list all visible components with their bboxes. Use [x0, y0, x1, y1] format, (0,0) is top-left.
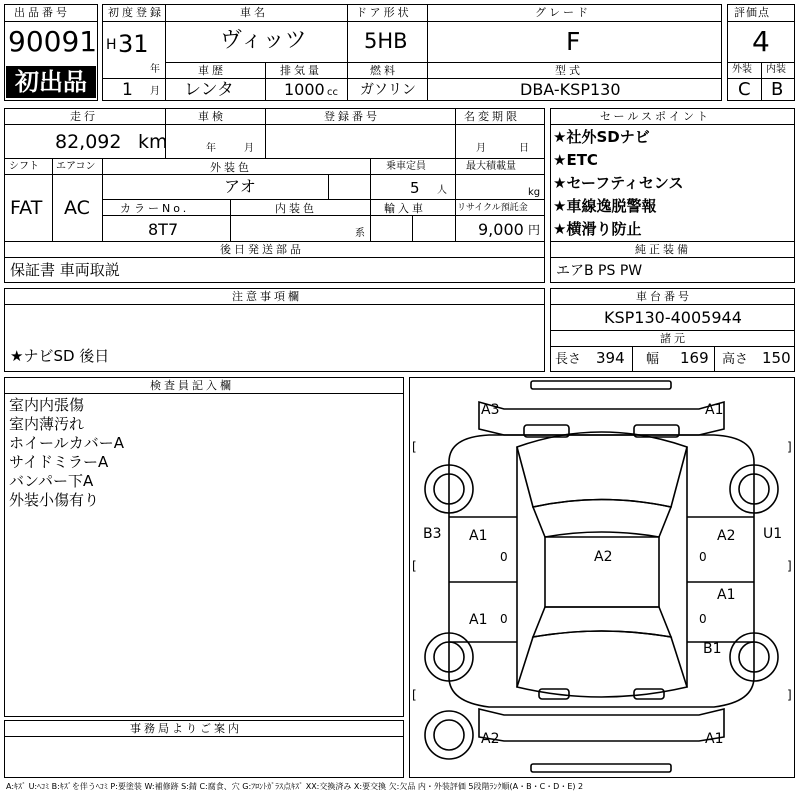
svg-text:]: ]: [787, 440, 792, 454]
mileage-unit: km: [138, 131, 168, 153]
inspector-line: ホイールカバーA: [9, 434, 124, 452]
svg-text:]: ]: [787, 688, 792, 702]
spare-wheel: [425, 711, 473, 759]
capacity-label: 乗車定員: [386, 161, 426, 172]
spec-label: 諸元: [660, 332, 688, 345]
int-color-unit: 系: [355, 228, 365, 239]
inspector-label: 検査員記入欄: [150, 379, 234, 392]
month-unit: 月: [150, 86, 160, 97]
inspector-line: 室内薄汚れ: [9, 415, 85, 433]
inspector-line: サイドミラーA: [9, 453, 109, 471]
inspector-line: 外装小傷有り: [9, 491, 100, 509]
year-unit: 年: [150, 64, 160, 75]
capacity: 5: [410, 179, 420, 197]
sales-point-item: ★社外SDナビ: [553, 128, 650, 146]
color-no: 8T7: [148, 220, 179, 239]
load-label: 最大積載量: [466, 161, 516, 172]
equipment-label: 純正装備: [635, 243, 691, 256]
car-diagram: [409, 377, 795, 778]
rear-bar: [531, 764, 671, 772]
first-reg-label: 初度登録: [108, 6, 164, 19]
sales-point-item: ★車線逸脱警報: [553, 197, 657, 215]
lot-number: 90091: [8, 25, 98, 58]
shift-label: シフト: [9, 161, 39, 172]
damage-mark: A1: [717, 587, 736, 603]
svg-text:[: [: [412, 440, 417, 454]
notes-text: ★ナビSD 後日: [10, 347, 110, 365]
lot-label: 出品番号: [14, 6, 70, 19]
color-no-label: カラーNo.: [120, 202, 190, 215]
recycle-label: リサイクル預託金: [457, 203, 528, 213]
ac: AC: [64, 197, 90, 219]
damage-mark: A1: [469, 528, 488, 544]
svg-text:[: [: [412, 688, 417, 702]
exterior-rank: C: [738, 79, 751, 100]
mileage: 82,092: [55, 131, 122, 153]
door-type: 5HB: [364, 29, 408, 53]
first-listing-badge: 初出品: [6, 66, 96, 98]
grade: F: [566, 27, 581, 56]
fuel: ガソリン: [360, 82, 416, 98]
inspector-line: バンパー下A: [9, 472, 94, 490]
damage-mark: B3: [423, 526, 442, 542]
door-label: ドア形状: [356, 6, 412, 19]
height: 150: [762, 349, 791, 367]
body-outline: [449, 435, 754, 707]
later-parts-label: 後日発送部品: [220, 243, 304, 256]
interior-label: 内装: [766, 64, 786, 75]
grade-label: グレード: [535, 6, 591, 19]
svg-text:[: [: [412, 559, 417, 573]
notes-label: 注意事項欄: [232, 290, 302, 303]
inspector-notes: [9, 396, 124, 510]
damage-mark: A1: [469, 612, 488, 628]
displacement-unit: cc: [327, 87, 338, 98]
sales-point-item: ★横滑り防止: [553, 220, 642, 238]
car-name: ヴィッツ: [220, 28, 307, 53]
rear-window: [533, 607, 671, 637]
damage-mark: A2: [481, 731, 500, 747]
chassis-number: KSP130-4005944: [604, 308, 742, 327]
legend: A:ｷｽﾞ U:ﾍｺﾐ B:ｷｽﾞを伴うﾍｺﾐ P:要塗装 W:補修跡 S:錆 C:腐食、穴 G:ﾌﾛﾝﾄｶﾞﾗｽ点ｷｽﾞ XX:交換済み X:要交換 欠:欠品 内・外装評価 5段階ﾗﾝｸ順(A・B・C・D・E) 2: [6, 782, 584, 791]
year-number: 31: [118, 30, 149, 58]
rear-bumper: [479, 709, 724, 741]
front-bumper: [479, 402, 724, 435]
roof-bar: [531, 381, 671, 389]
month-number: 1: [122, 80, 133, 100]
later-parts: 保証書 車両取説: [10, 261, 120, 279]
svg-text:]: ]: [787, 559, 792, 573]
score-label: 評価点: [734, 6, 770, 19]
ac-label: エアコン: [56, 161, 96, 172]
damage-mark: A1: [705, 731, 724, 747]
model-label: 型式: [555, 64, 583, 77]
displacement-label: 排気量: [280, 64, 322, 77]
damage-mark: A3: [481, 402, 500, 418]
exterior-label: 外装: [732, 64, 752, 75]
height-label: 高さ: [722, 352, 749, 367]
damage-mark: B1: [703, 641, 722, 657]
length: 394: [596, 349, 625, 367]
sales-point-item: ★ETC: [553, 151, 598, 169]
fuel-label: 燃料: [370, 64, 398, 77]
svg-text:0: 0: [500, 550, 508, 564]
history: レンタ: [184, 80, 234, 100]
load-unit: kg: [528, 187, 541, 198]
displacement: 1000: [284, 80, 325, 99]
svg-text:0: 0: [500, 612, 508, 626]
sales-point-item: ★セーフティセンス: [553, 174, 684, 192]
equipment: エアB PS PW: [556, 263, 643, 279]
inspection-month-unit: 月: [244, 143, 254, 154]
transfer-label: 名変期限: [464, 110, 520, 123]
roof: [545, 537, 659, 607]
history-label: 車歴: [198, 64, 226, 77]
trunk: [517, 631, 687, 697]
inspection-year-unit: 年: [206, 143, 216, 154]
damage-mark: A2: [717, 528, 736, 544]
damage-mark: U1: [763, 526, 783, 542]
damage-mark: A1: [705, 402, 724, 418]
mileage-label: 走行: [70, 110, 98, 123]
svg-text:0: 0: [699, 550, 707, 564]
capacity-unit: 人: [437, 185, 447, 196]
transfer-day-unit: 日: [519, 143, 529, 154]
model: DBA-KSP130: [520, 80, 621, 99]
int-color-label: 内装色: [275, 202, 317, 215]
inspection-label: 車検: [198, 110, 226, 123]
shift: FAT: [10, 197, 43, 219]
svg-text:0: 0: [699, 612, 707, 626]
windshield: [533, 500, 671, 538]
car-name-label: 車名: [240, 6, 268, 19]
recycle: 9,000: [478, 220, 524, 239]
width-label: 幅: [646, 352, 660, 367]
interior-rank: B: [771, 79, 784, 100]
recycle-unit: 円: [528, 223, 541, 237]
office-label: 事務局よりご案内: [130, 722, 242, 735]
damage-mark: A2: [594, 549, 613, 565]
sales-points-label: セールスポイント: [600, 110, 712, 123]
inspector-line: 室内内張傷: [9, 396, 85, 414]
color: アオ: [224, 177, 256, 196]
import-label: 輸入車: [384, 202, 426, 215]
chassis-label: 車台番号: [636, 290, 692, 303]
width: 169: [680, 349, 709, 367]
color-label: 外装色: [210, 161, 252, 174]
score: 4: [752, 25, 770, 58]
length-label: 長さ: [555, 352, 582, 367]
reg-no-label: 登録番号: [324, 110, 380, 123]
hood: [517, 432, 687, 507]
transfer-month-unit: 月: [476, 143, 486, 154]
era: H: [106, 37, 117, 53]
